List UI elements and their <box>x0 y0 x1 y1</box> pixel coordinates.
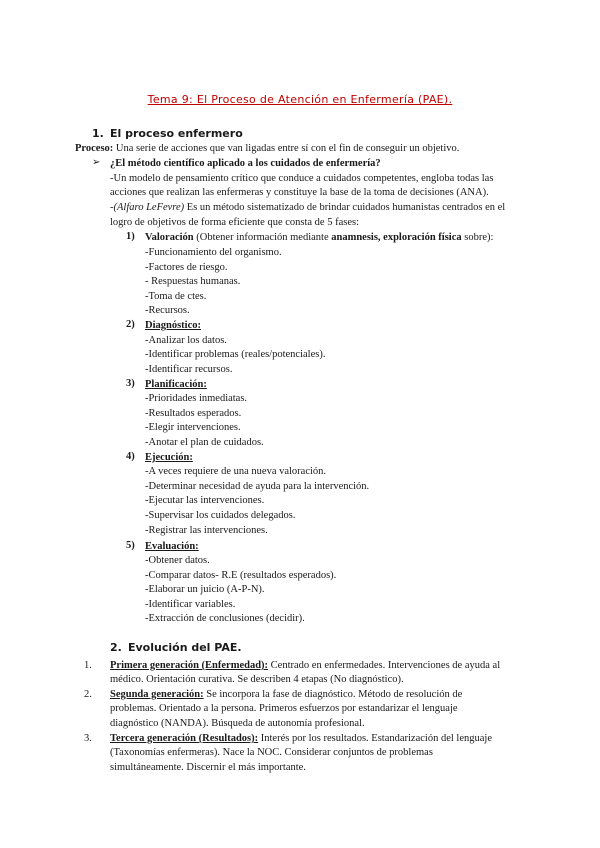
generation-1-number: 1. <box>84 660 92 671</box>
phase-4-item: -Supervisar los cuidados delegados. <box>145 510 296 521</box>
generation-1-line-1 <box>110 659 500 673</box>
phase-2-item: -Identificar recursos. <box>145 364 233 375</box>
generation-2-number: 2. <box>84 689 92 700</box>
generation-3-line-1 <box>110 732 492 746</box>
phase-2-name: Diagnóstico: <box>145 320 201 331</box>
phase-3-number: 3) <box>126 378 135 389</box>
phase-3-item: -Resultados esperados. <box>145 408 242 419</box>
generation-3-text: Interés por los resultados. Estandarización del lenguaje <box>258 733 492 744</box>
generation-1-text: Centrado en enfermedades. Intervenciones de ayuda al <box>268 660 501 671</box>
generation-3-line-3: simultáneamente. Discernir el más importante. <box>110 762 306 773</box>
phase-5-item: -Obtener datos. <box>145 555 210 566</box>
phase-1-name: Valoración <box>145 232 194 243</box>
para2-line-1 <box>110 201 505 215</box>
phase-5-number: 5) <box>126 540 135 551</box>
phase-1-desc-pre: (Obtener información mediante <box>193 232 332 243</box>
phase-1-item: -Funcionamiento del organismo. <box>145 247 282 258</box>
phase-2-item: -Analizar los datos. <box>145 335 227 346</box>
phase-3-item: -Elegir intervenciones. <box>145 422 241 433</box>
phase-4-item: -Ejecutar las intervenciones. <box>145 495 265 506</box>
generation-1-line-2: médico. Orientación curativa. Se describen 4 etapas (No diagnóstico). <box>110 674 404 685</box>
phase-1-number: 1) <box>126 231 135 242</box>
document-title: Tema 9: El Proceso de Atención en Enfermería (PAE). <box>147 93 453 106</box>
section-2-number: 2. <box>110 641 122 654</box>
phase-3-item: -Anotar el plan de cuidados. <box>145 437 264 448</box>
para2-line-2: logro de objetivos de forma eficiente que consta de 5 fases: <box>110 217 359 228</box>
generation-3-label: Tercera generación (Resultados): <box>110 733 259 744</box>
phase-4-item: -Registrar las intervenciones. <box>145 525 268 536</box>
phase-1-heading <box>145 231 493 245</box>
phase-2-number: 2) <box>126 319 135 330</box>
generation-2-text: Se incorpora la fase de diagnóstico. Método de resolución de <box>203 689 463 700</box>
phase-1-item: -Factores de riesgo. <box>145 262 228 273</box>
para1-line-2: acciones que realizan las enfermeras y constituye la base de la toma de decisiones (ANA). <box>110 187 489 198</box>
generation-3-line-2: (Taxonomías enfermeras). Nace la NOC. Considerar conjuntos de problemas <box>110 747 433 758</box>
generation-2-line-2: problemas. Orientado a la persona. Primeros esfuerzos por estandarizar el lenguaje <box>110 703 458 714</box>
para2-text: Es un método sistematizado de brindar cuidados humanistas centrados en el <box>184 202 506 213</box>
arrow-bullet-icon: ➢ <box>92 157 101 168</box>
proceso-definition <box>75 142 459 156</box>
generation-2-label: Segunda generación: <box>110 689 204 700</box>
phase-5-item: -Comparar datos- R.E (resultados esperados). <box>145 570 337 581</box>
phase-3-name: Planificación: <box>145 379 207 390</box>
generation-2-line-1 <box>110 688 462 702</box>
phase-3-item: -Prioridades inmediatas. <box>145 393 248 404</box>
author-citation: -(Alfaro LeFevre) <box>110 202 185 213</box>
phase-1-item: -Recursos. <box>145 305 190 316</box>
phase-1-desc-post: sobre): <box>461 232 494 243</box>
phase-4-item: -Determinar necesidad de ayuda para la intervención. <box>145 481 370 492</box>
phase-4-item: -A veces requiere de una nueva valoración. <box>145 466 327 477</box>
para1-line-1: -Un modelo de pensamiento crítico que conduce a cuidados competentes, engloba todas las <box>110 173 494 184</box>
proceso-text: Una serie de acciones que van ligadas entre sí con el fin de conseguir un objetivo. <box>113 143 460 154</box>
phase-4-number: 4) <box>126 451 135 462</box>
phase-5-item: -Elaborar un juicio (A-P-N). <box>145 584 265 595</box>
section-1-heading: El proceso enfermero <box>110 127 243 140</box>
phase-5-name: Evaluación: <box>145 541 199 552</box>
phase-2-item: -Identificar problemas (reales/potenciales). <box>145 349 326 360</box>
generation-1-label: Primera generación (Enfermedad): <box>110 660 269 671</box>
section-1-number: 1. <box>92 127 104 140</box>
proceso-label: Proceso: <box>75 143 114 154</box>
phase-1-desc-bold: anamnesis, exploración física <box>331 232 462 243</box>
generation-2-line-3: diagnóstico (NANDA). Búsqueda de autonomía profesional. <box>110 718 365 729</box>
phase-1-item: - Respuestas humanas. <box>145 276 241 287</box>
phase-4-name: Ejecución: <box>145 452 193 463</box>
method-question: ¿El método científico aplicado a los cuidados de enfermería? <box>110 158 381 169</box>
phase-5-item: -Extracción de conclusiones (decidir). <box>145 613 305 624</box>
generation-3-number: 3. <box>84 733 92 744</box>
section-2-heading: Evolución del PAE. <box>128 641 242 654</box>
phase-5-item: -Identificar variables. <box>145 599 236 610</box>
phase-1-item: -Toma de ctes. <box>145 291 207 302</box>
